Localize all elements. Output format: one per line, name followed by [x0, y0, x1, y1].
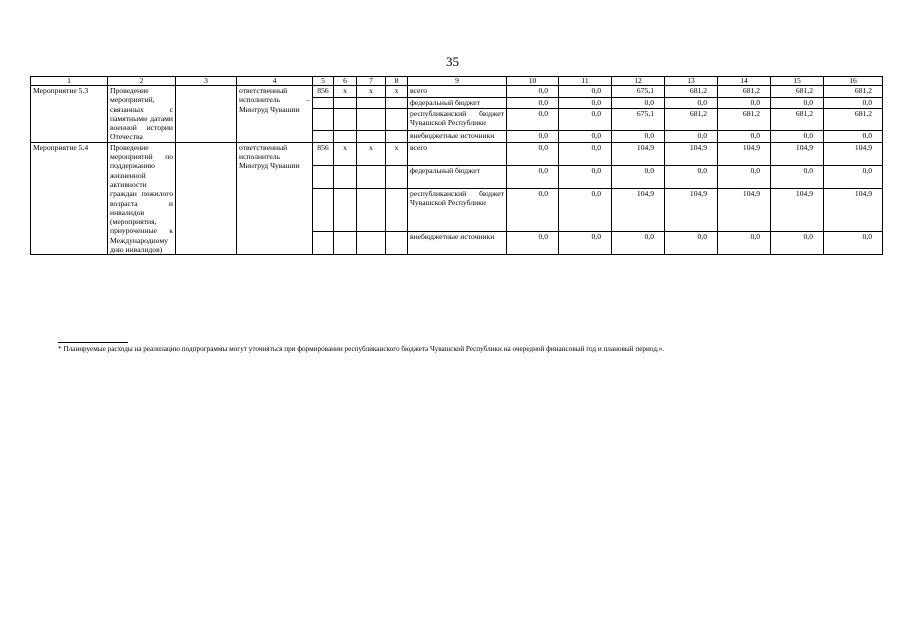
empty-code-cell [334, 188, 357, 232]
column-number: 16 [824, 77, 883, 86]
empty-code-cell [386, 165, 408, 188]
empty-code-cell [357, 131, 386, 143]
column-number: 6 [334, 77, 357, 86]
funding-value: 0,0 [665, 97, 718, 109]
funding-value: 0,0 [771, 131, 824, 143]
empty-code-cell [313, 165, 334, 188]
funding-value: 0,0 [665, 131, 718, 143]
funding-value: 681,2 [771, 109, 824, 131]
funding-value: 0,0 [718, 165, 771, 188]
funding-value: 0,0 [771, 232, 824, 255]
funding-value: 0,0 [507, 86, 559, 98]
funding-value: 0,0 [718, 232, 771, 255]
funding-value: 0,0 [824, 97, 883, 109]
funding-value: 104,9 [612, 188, 665, 232]
funding-value: 104,9 [665, 142, 718, 165]
funding-value: 0,0 [507, 131, 559, 143]
empty-code-cell [313, 188, 334, 232]
funding-value: 0,0 [612, 97, 665, 109]
empty-code-cell [313, 109, 334, 131]
funding-value: 0,0 [559, 165, 612, 188]
empty-code-cell [386, 131, 408, 143]
measure-name: Проведение мероприятий, связанных с памятными датами военной истории Отечества [108, 86, 176, 143]
column-number: 10 [507, 77, 559, 86]
funding-value: 104,9 [718, 188, 771, 232]
funding-source: республиканский бюджет Чувашской Республики [408, 109, 507, 131]
footnote: * Планируемые расходы на реализацию подпрограммы могут уточняться при формировании республиканского бюджета Чувашской Республики на очередной финансовый год и плановый период.». [58, 345, 665, 353]
funding-value: 104,9 [665, 188, 718, 232]
funding-value: 0,0 [824, 165, 883, 188]
empty-code-cell [313, 97, 334, 109]
funding-value: 0,0 [718, 131, 771, 143]
empty-code-cell [386, 232, 408, 255]
funding-value: 0,0 [771, 97, 824, 109]
funding-value: 681,2 [665, 109, 718, 131]
funding-value: 675,1 [612, 109, 665, 131]
funding-value: 0,0 [559, 109, 612, 131]
funding-value: 0,0 [612, 232, 665, 255]
column-number: 15 [771, 77, 824, 86]
measure-executor: ответственный исполнитель Минтруд Чувашии [237, 142, 313, 255]
empty-code-cell [357, 165, 386, 188]
funding-source: внебюджетные источники [408, 232, 507, 255]
funding-value: 104,9 [771, 188, 824, 232]
funding-value: 0,0 [612, 165, 665, 188]
column-number: 12 [612, 77, 665, 86]
funding-source: всего [408, 142, 507, 165]
funding-value: 0,0 [559, 97, 612, 109]
funding-value: 681,2 [665, 86, 718, 98]
funding-source: федеральный бюджет [408, 97, 507, 109]
grbs-code: 856 [313, 142, 334, 165]
funding-value: 0,0 [665, 232, 718, 255]
vr-code: x [386, 142, 408, 165]
rzpr-code: x [334, 86, 357, 98]
column-number: 13 [665, 77, 718, 86]
funding-value: 0,0 [507, 188, 559, 232]
funding-value: 0,0 [507, 232, 559, 255]
table-row [31, 86, 883, 98]
funding-value: 0,0 [507, 165, 559, 188]
funding-value: 0,0 [559, 142, 612, 165]
empty-code-cell [357, 97, 386, 109]
empty-code-cell [334, 131, 357, 143]
funding-value: 104,9 [612, 142, 665, 165]
funding-value: 0,0 [559, 188, 612, 232]
empty-code-cell [386, 188, 408, 232]
column-number: 7 [357, 77, 386, 86]
funding-value: 0,0 [665, 165, 718, 188]
measure-executor: ответственный исполнитель – Минтруд Чувашии [237, 86, 313, 143]
empty-code-cell [334, 109, 357, 131]
column-number: 2 [108, 77, 176, 86]
column-number: 11 [559, 77, 612, 86]
footnote-rule [58, 342, 128, 343]
funding-source: республиканский бюджет Чувашской Республики [408, 188, 507, 232]
empty-code-cell [386, 109, 408, 131]
funding-value: 104,9 [771, 142, 824, 165]
measure-code: Мероприятие 5.3 [31, 86, 108, 143]
funding-value: 104,9 [824, 188, 883, 232]
measure-goal [176, 86, 237, 143]
funding-source: всего [408, 86, 507, 98]
page-number: 35 [446, 54, 459, 69]
measure-name: Проведение мероприятий по поддержанию жизненной активности граждан пожилого возраста и инвалидов (мероприятия, приуроченные к Международному дню инвалидов) [108, 142, 176, 255]
funding-source: федеральный бюджет [408, 165, 507, 188]
measure-code: Мероприятие 5.4 [31, 142, 108, 255]
funding-value: 104,9 [718, 142, 771, 165]
funding-value: 0,0 [824, 131, 883, 143]
funding-value: 0,0 [559, 232, 612, 255]
empty-code-cell [357, 232, 386, 255]
csr-code: x [357, 86, 386, 98]
funding-value: 681,2 [824, 109, 883, 131]
table-row [31, 142, 883, 165]
empty-code-cell [357, 188, 386, 232]
rzpr-code: x [334, 142, 357, 165]
column-number: 3 [176, 77, 237, 86]
funding-value: 681,2 [718, 86, 771, 98]
funding-value: 681,2 [824, 86, 883, 98]
column-number: 5 [313, 77, 334, 86]
column-number: 8 [386, 77, 408, 86]
csr-code: x [357, 142, 386, 165]
column-number: 1 [31, 77, 108, 86]
funding-value: 675,1 [612, 86, 665, 98]
measure-goal [176, 142, 237, 255]
empty-code-cell [334, 232, 357, 255]
funding-value: 0,0 [507, 109, 559, 131]
empty-code-cell [357, 109, 386, 131]
funding-value: 104,9 [824, 142, 883, 165]
funding-value: 0,0 [824, 232, 883, 255]
column-number-row [31, 77, 883, 86]
column-number: 14 [718, 77, 771, 86]
column-number: 4 [237, 77, 313, 86]
empty-code-cell [313, 131, 334, 143]
empty-code-cell [386, 97, 408, 109]
funding-value: 0,0 [507, 142, 559, 165]
empty-code-cell [334, 165, 357, 188]
funding-value: 0,0 [559, 86, 612, 98]
vr-code: x [386, 86, 408, 98]
empty-code-cell [334, 97, 357, 109]
funding-value: 681,2 [771, 86, 824, 98]
funding-value: 0,0 [559, 131, 612, 143]
column-number: 9 [408, 77, 507, 86]
funding-value: 0,0 [718, 97, 771, 109]
grbs-code: 856 [313, 86, 334, 98]
funding-value: 0,0 [771, 165, 824, 188]
budget-table [30, 76, 883, 255]
funding-value: 681,2 [718, 109, 771, 131]
funding-value: 0,0 [612, 131, 665, 143]
funding-source: внебюджетные источники [408, 131, 507, 143]
empty-code-cell [313, 232, 334, 255]
funding-value: 0,0 [507, 97, 559, 109]
table-body [31, 77, 883, 255]
